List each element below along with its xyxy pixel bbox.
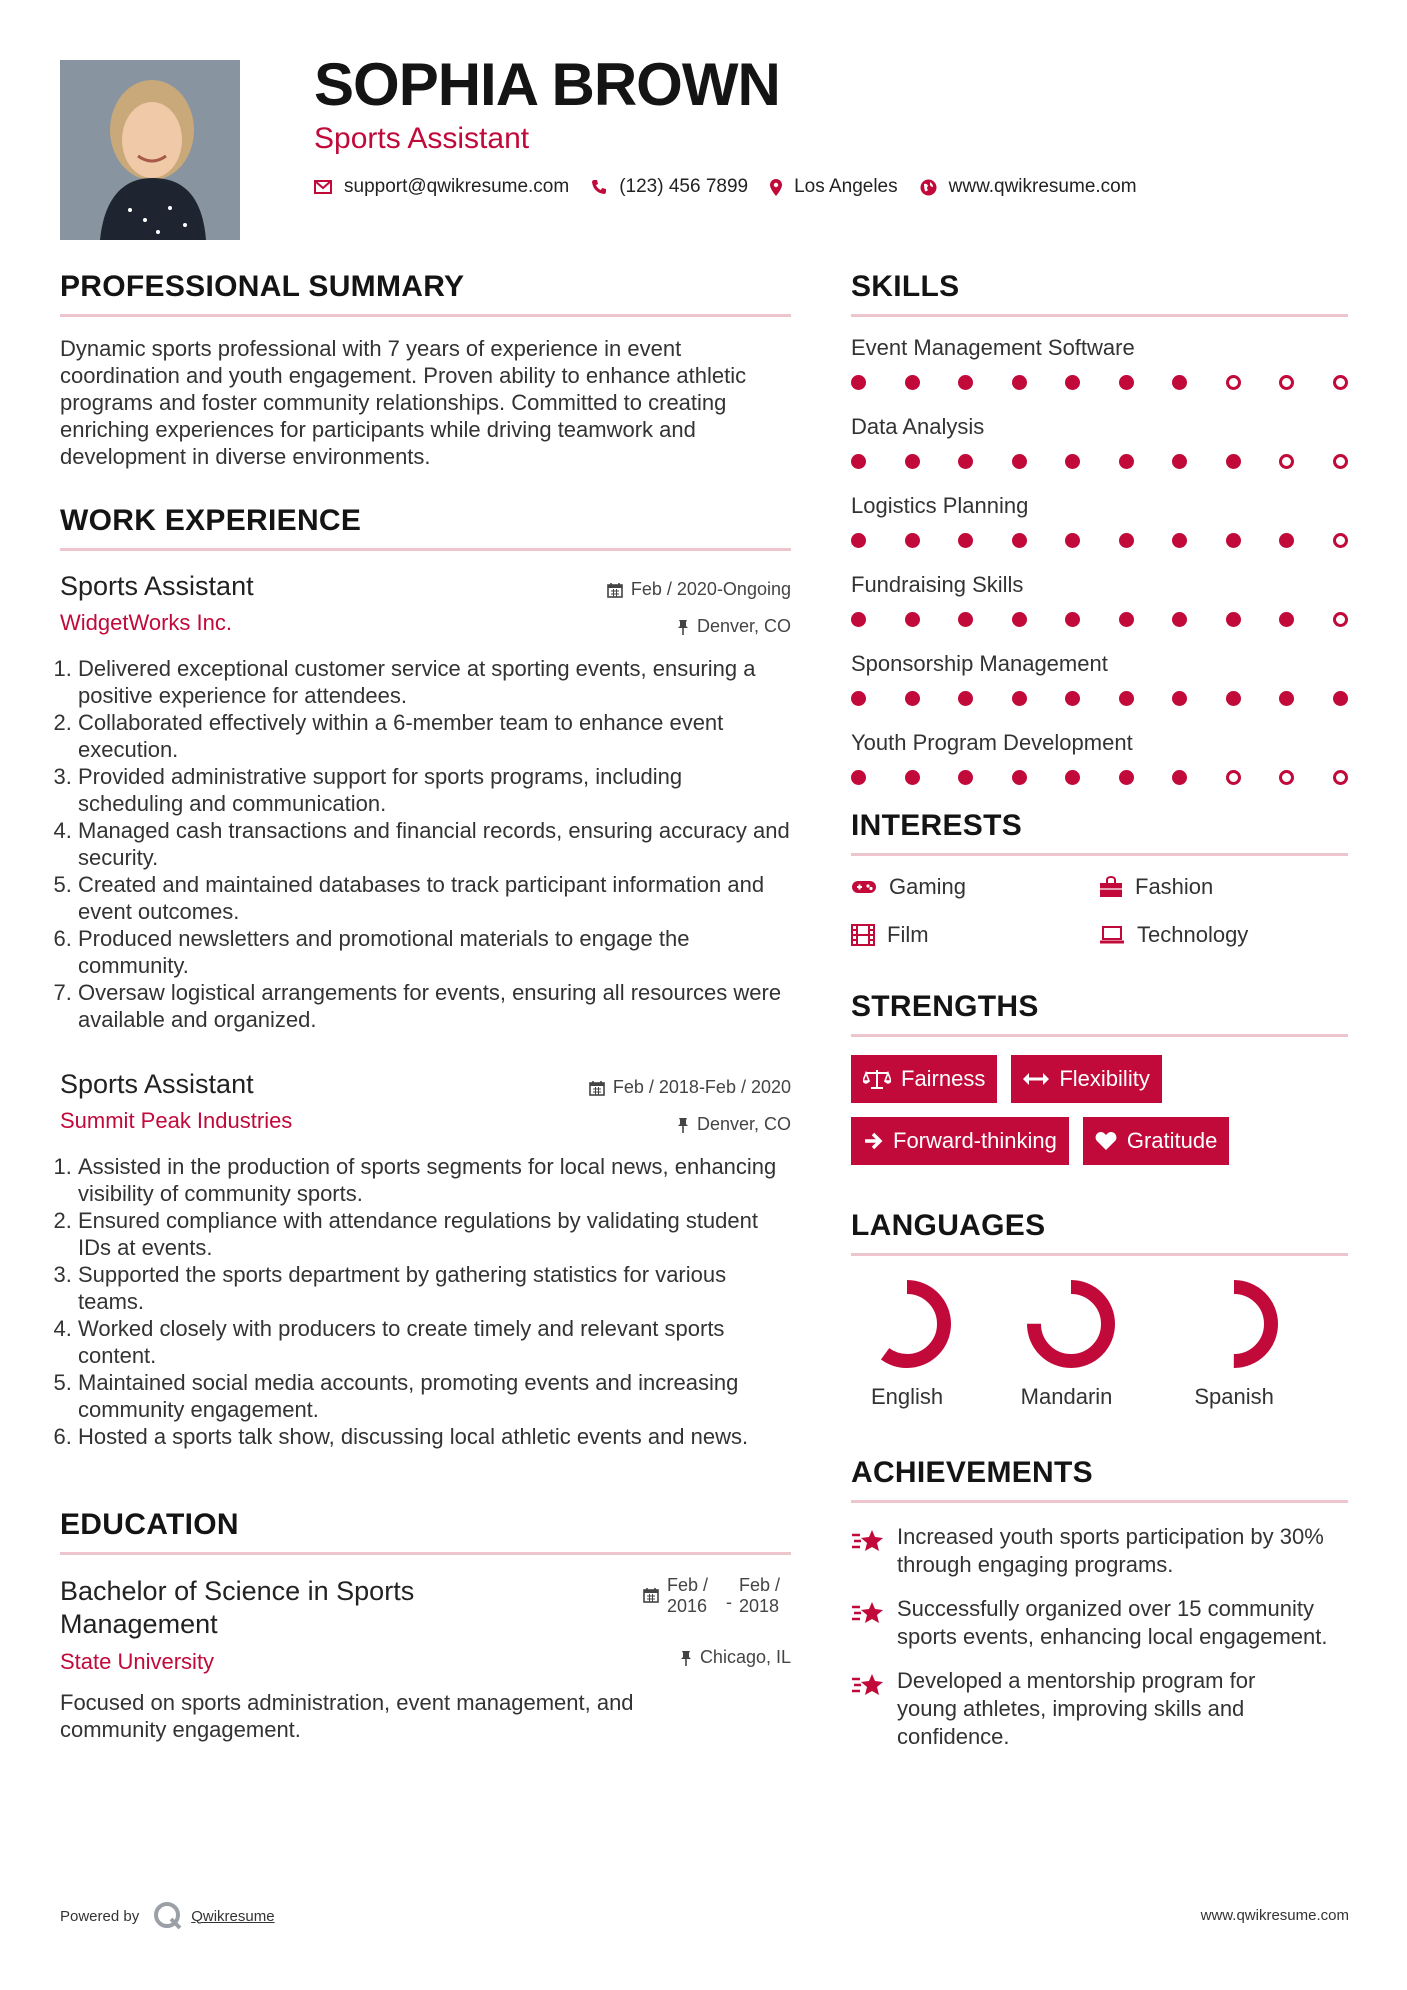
languages-list: [857, 1274, 1348, 1410]
pushpin-icon: [677, 1117, 689, 1133]
education-date: [643, 1575, 791, 1629]
job-bullets: [60, 655, 791, 1033]
rating-dot-filled: [958, 533, 973, 548]
rating-dot-filled: [1119, 375, 1134, 390]
skill-rating: [851, 770, 1348, 785]
language-proficiency-ring: [1021, 1274, 1121, 1374]
job-title: Sports Assistant: [60, 1069, 254, 1099]
date-separator: -: [726, 1592, 732, 1612]
calendar-icon: [607, 582, 623, 598]
job-bullet: 2. Collaborated effectively within a 6-member team to enhance event execution.: [78, 709, 791, 763]
rating-dot-filled: [1119, 612, 1134, 627]
rating-dot-filled: [905, 454, 920, 469]
footer-website[interactable]: www.qwikresume.com: [1200, 1907, 1349, 1924]
education-start-date: Feb / 2016: [667, 1575, 709, 1616]
left-column: [60, 270, 791, 1743]
laptop-icon: [1099, 926, 1125, 944]
languages-heading: LANGUAGES: [851, 1209, 1348, 1256]
language-proficiency-ring: [857, 1274, 957, 1374]
rating-dot-empty: [1333, 454, 1348, 469]
rating-dot-filled: [1012, 533, 1027, 548]
job-date-text: Feb / 2020-Ongoing: [630, 579, 791, 599]
strengths-list: [851, 1055, 1291, 1165]
rating-dot-filled: [851, 691, 866, 706]
job-bullet: 3. Provided administrative support for sports programs, including scheduling and communication.: [78, 763, 791, 817]
shooting-star-icon: [851, 1527, 885, 1555]
interest-label: Fashion: [1135, 874, 1214, 899]
website-text: www.qwikresume.com: [948, 176, 1137, 197]
candidate-role: Sports Assistant: [314, 122, 530, 155]
job-bullet: 3. Supported the sports department by gathering statistics for various teams.: [78, 1261, 791, 1315]
contact-email[interactable]: [314, 176, 569, 198]
job-bullet: 6. Produced newsletters and promotional materials to engage the community.: [78, 925, 791, 979]
gamepad-icon: [851, 879, 877, 895]
education-heading: EDUCATION: [60, 1508, 791, 1555]
skill-name: Event Management Software: [851, 335, 1135, 360]
balance-scale-icon: [863, 1068, 891, 1090]
job-bullets: [60, 1153, 791, 1450]
job-company: Summit Peak Industries: [60, 1108, 293, 1133]
job-bullet: 1. Delivered exceptional customer service at sporting events, ensuring a positive experience for attendees.: [78, 655, 791, 709]
rating-dot-filled: [851, 533, 866, 548]
strengths-heading: STRENGTHS: [851, 990, 1348, 1037]
rating-dot-filled: [958, 612, 973, 627]
language-proficiency-ring: [1184, 1274, 1284, 1374]
language-proficiency-arc: [870, 1287, 944, 1361]
rating-dot-filled: [905, 770, 920, 785]
experience-heading: WORK EXPERIENCE: [60, 504, 791, 551]
strength-tag: [851, 1055, 997, 1103]
language-proficiency-arc: [1034, 1287, 1108, 1361]
rating-dot-filled: [1065, 691, 1080, 706]
skill-rating: [851, 454, 1348, 469]
job-date-text: Feb / 2018-Feb / 2020: [612, 1077, 791, 1097]
contact-phone[interactable]: [591, 176, 748, 198]
rating-dot-filled: [1065, 533, 1080, 548]
summary-text: Dynamic sports professional with 7 years of experience in event coordination and youth engagement. Proven ability to enhance athletic programs and foster community relationships. Committed to creating enriching experiences for participants while driving teamwork and development in diverse environments.: [60, 336, 747, 469]
rating-dot-filled: [1065, 375, 1080, 390]
rating-dot-filled: [1226, 691, 1241, 706]
rating-dot-empty: [1333, 770, 1348, 785]
education-entry: [60, 1575, 791, 1743]
calendar-icon: [643, 1587, 659, 1603]
education-end-date: Feb / 2018: [739, 1575, 781, 1616]
interests-list: [851, 874, 1348, 948]
achievement-text: Successfully organized over 15 community sports events, enhancing local engagement.: [897, 1596, 1328, 1649]
arrows-horizontal-icon: [1023, 1072, 1049, 1086]
job-bullet: 2. Ensured compliance with attendance regulations by validating student IDs at events.: [78, 1207, 791, 1261]
achievement-text: Increased youth sports participation by 30% through engaging programs.: [897, 1524, 1324, 1577]
profile-photo-illustration: [60, 60, 240, 240]
strength-tag: [851, 1117, 1069, 1165]
rating-dot-filled: [1279, 612, 1294, 627]
summary-heading: PROFESSIONAL SUMMARY: [60, 270, 791, 317]
job-date: [589, 1077, 791, 1098]
skill-rating: [851, 375, 1348, 390]
location-text: Los Angeles: [794, 176, 898, 197]
job-title: Sports Assistant: [60, 571, 254, 601]
rating-dot-filled: [1226, 612, 1241, 627]
rating-dot-filled: [1279, 533, 1294, 548]
job-bullet: 1. Assisted in the production of sports segments for local news, enhancing visibility of community sports.: [78, 1153, 791, 1207]
heart-icon: [1095, 1131, 1117, 1151]
strength-label: Gratitude: [1126, 1128, 1218, 1153]
rating-dot-empty: [1226, 375, 1241, 390]
contact-website[interactable]: [920, 176, 1137, 198]
rating-dot-filled: [1119, 533, 1134, 548]
rating-dot-filled: [958, 770, 973, 785]
job-location: [589, 1114, 791, 1135]
skill-name: Logistics Planning: [851, 493, 1029, 518]
candidate-name: SOPHIA BROWN: [314, 51, 780, 118]
interest-item: [1099, 874, 1347, 900]
rating-dot-filled: [1279, 691, 1294, 706]
rating-dot-empty: [1333, 612, 1348, 627]
interest-label: Film: [887, 922, 929, 947]
strength-label: Forward-thinking: [893, 1128, 1057, 1153]
rating-dot-filled: [1172, 770, 1187, 785]
rating-dot-filled: [1065, 612, 1080, 627]
rating-dot-filled: [958, 375, 973, 390]
rating-dot-filled: [1226, 454, 1241, 469]
contact-location: [770, 176, 898, 198]
contact-bar: [314, 176, 1159, 198]
rating-dot-filled: [1172, 454, 1187, 469]
rating-dot-empty: [1279, 454, 1294, 469]
achievements-heading: ACHIEVEMENTS: [851, 1456, 1348, 1503]
skill-name: Sponsorship Management: [851, 651, 1108, 676]
job-bullet: 6. Hosted a sports talk show, discussing local athletic events and news.: [78, 1423, 791, 1450]
powered-by-text: Powered by: [60, 1907, 140, 1925]
rating-dot-filled: [1172, 375, 1187, 390]
language-label: Mandarin: [1020, 1384, 1113, 1409]
job-bullet: 5. Created and maintained databases to track participant information and event outcomes.: [78, 871, 791, 925]
rating-dot-filled: [905, 533, 920, 548]
strength-label: Fairness: [901, 1066, 986, 1091]
education-location-text: Chicago, IL: [699, 1647, 791, 1667]
job-date: [607, 579, 791, 600]
skill-name: Fundraising Skills: [851, 572, 1024, 597]
rating-dot-empty: [1279, 375, 1294, 390]
rating-dot-empty: [1226, 770, 1241, 785]
rating-dot-filled: [905, 612, 920, 627]
job-bullet: 4. Worked closely with producers to create timely and relevant sports content.: [78, 1315, 791, 1369]
skills-heading: SKILLS: [851, 270, 1348, 317]
language-item: [1184, 1274, 1348, 1410]
interest-label: Gaming: [889, 874, 967, 899]
degree-title: Bachelor of Science in Sports Management: [60, 1576, 415, 1639]
interest-item: [851, 874, 1099, 900]
rating-dot-filled: [851, 770, 866, 785]
email-text: support@qwikresume.com: [344, 176, 570, 197]
rating-dot-filled: [1172, 533, 1187, 548]
achievement-item: [851, 1667, 1348, 1751]
film-icon: [851, 924, 875, 946]
pushpin-icon: [677, 619, 689, 635]
arrow-right-icon: [863, 1131, 883, 1151]
interest-label: Technology: [1137, 922, 1249, 947]
rating-dot-filled: [1226, 533, 1241, 548]
qwikresume-link[interactable]: Qwikresume: [191, 1907, 275, 1925]
globe-icon: [920, 179, 937, 196]
rating-dot-filled: [1172, 612, 1187, 627]
job-bullet: 4. Managed cash transactions and financial records, ensuring accuracy and security.: [78, 817, 791, 871]
rating-dot-filled: [905, 691, 920, 706]
rating-dot-empty: [1279, 770, 1294, 785]
right-column: [851, 270, 1348, 1767]
rating-dot-filled: [1012, 454, 1027, 469]
skills-list: [851, 335, 1348, 785]
school-name: State University: [60, 1649, 215, 1674]
skill-rating: [851, 533, 1348, 548]
rating-dot-filled: [1333, 691, 1348, 706]
job-location-text: Denver, CO: [696, 1114, 791, 1134]
calendar-icon: [589, 1080, 605, 1096]
rating-dot-filled: [851, 375, 866, 390]
profile-photo: [60, 60, 240, 240]
shooting-star-icon: [851, 1671, 885, 1699]
rating-dot-filled: [851, 612, 866, 627]
job-bullet: 5. Maintained social media accounts, promoting events and increasing community engagement.: [78, 1369, 791, 1423]
interests-heading: INTERESTS: [851, 809, 1348, 856]
shooting-star-icon: [851, 1599, 885, 1627]
rating-dot-filled: [905, 375, 920, 390]
job-entry: [60, 571, 791, 1033]
rating-dot-filled: [1119, 691, 1134, 706]
rating-dot-empty: [1333, 533, 1348, 548]
footer-powered-by: [60, 1901, 275, 1931]
rating-dot-filled: [958, 691, 973, 706]
shopping-bag-icon: [1099, 876, 1123, 898]
map-marker-icon: [770, 179, 782, 196]
rating-dot-filled: [1119, 454, 1134, 469]
rating-dot-filled: [1119, 770, 1134, 785]
job-bullet: 7. Oversaw logistical arrangements for events, ensuring all resources were available and organized.: [78, 979, 791, 1033]
skill-rating: [851, 612, 1348, 627]
interest-item: [851, 922, 1099, 948]
rating-dot-filled: [1012, 770, 1027, 785]
job-location-text: Denver, CO: [696, 616, 791, 636]
achievements-list: [851, 1523, 1348, 1751]
rating-dot-filled: [1065, 454, 1080, 469]
language-label: English: [871, 1384, 944, 1409]
rating-dot-filled: [1172, 691, 1187, 706]
achievement-text: Developed a mentorship program for young athletes, improving skills and confidence.: [897, 1668, 1256, 1749]
phone-text: (123) 456 7899: [619, 176, 749, 197]
education-location: [643, 1647, 791, 1668]
envelope-icon: [314, 180, 332, 194]
qwikresume-logo-icon: [153, 1901, 183, 1931]
rating-dot-filled: [1065, 770, 1080, 785]
skill-name: Youth Program Development: [851, 730, 1133, 755]
job-location: [607, 616, 791, 637]
achievement-item: [851, 1523, 1348, 1579]
phone-icon: [591, 179, 607, 195]
language-label: Spanish: [1194, 1384, 1274, 1409]
pushpin-icon: [680, 1650, 692, 1666]
interest-item: [1099, 922, 1347, 948]
achievement-item: [851, 1595, 1348, 1651]
job-entry: [60, 1069, 791, 1450]
strength-label: Flexibility: [1059, 1066, 1150, 1091]
strength-tag: [1011, 1055, 1161, 1103]
rating-dot-filled: [1012, 375, 1027, 390]
skill-name: Data Analysis: [851, 414, 985, 439]
rating-dot-empty: [1333, 375, 1348, 390]
rating-dot-filled: [1012, 691, 1027, 706]
strength-tag: [1083, 1117, 1230, 1165]
education-description: Focused on sports administration, event management, and community engagement.: [60, 1690, 634, 1742]
skill-rating: [851, 691, 1348, 706]
rating-dot-filled: [958, 454, 973, 469]
language-proficiency-arc: [1197, 1287, 1271, 1361]
language-item: [857, 1274, 1021, 1410]
language-item: [1021, 1274, 1185, 1410]
rating-dot-filled: [851, 454, 866, 469]
rating-dot-filled: [1012, 612, 1027, 627]
job-company: WidgetWorks Inc.: [60, 610, 232, 635]
